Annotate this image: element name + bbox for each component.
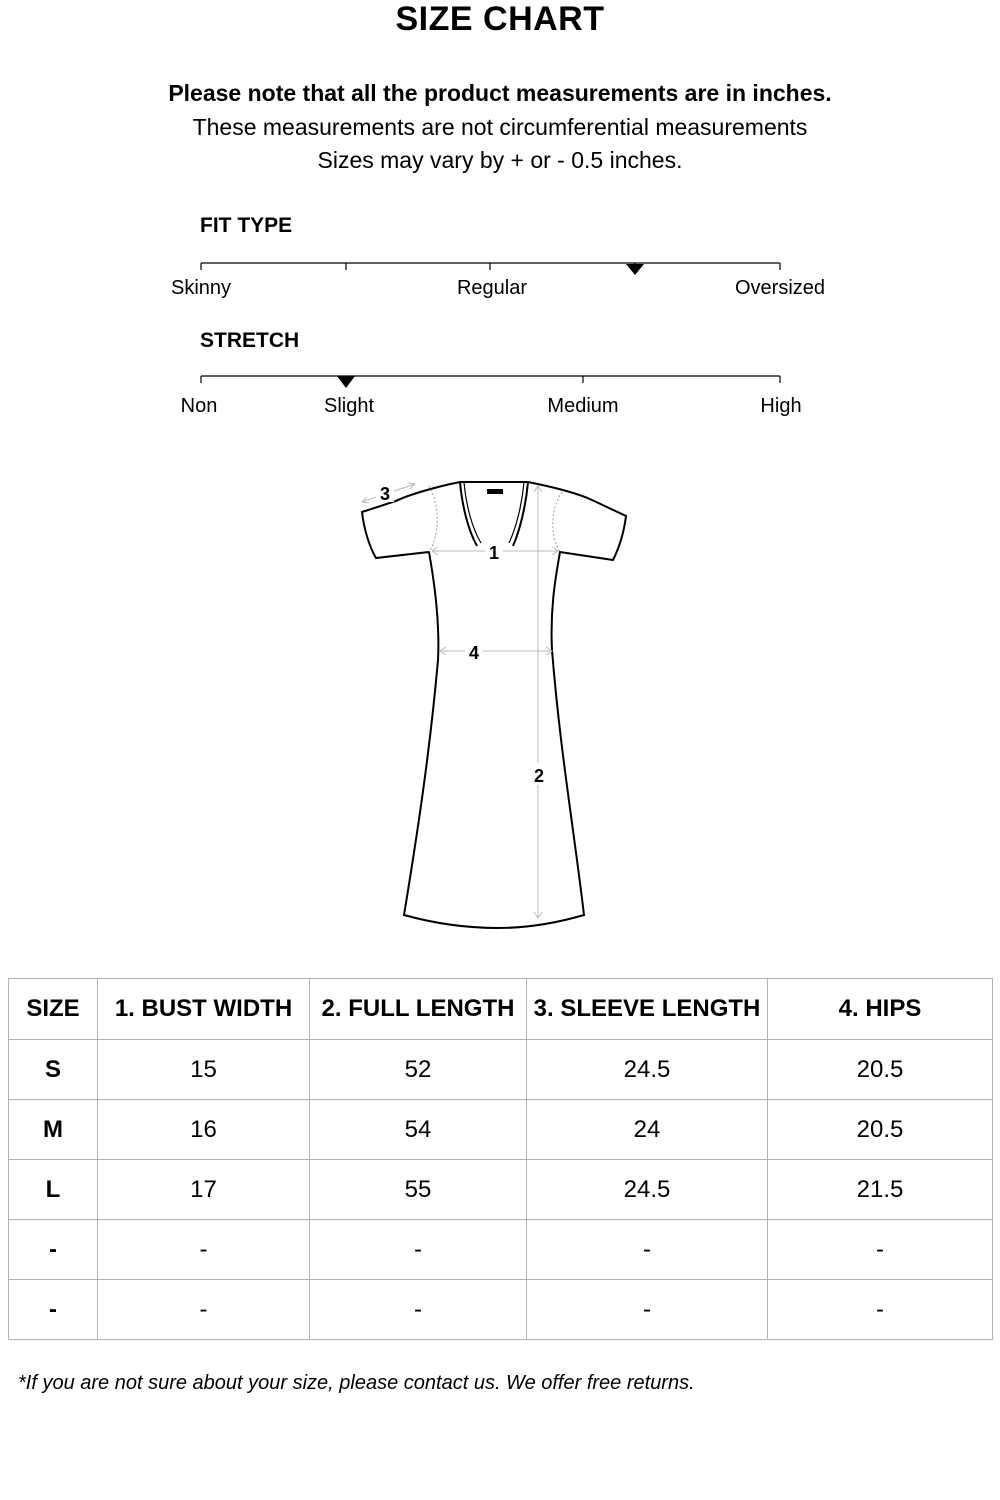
sleeve-length-cell: 24.5 [527,1160,768,1220]
hips-cell: 21.5 [768,1160,993,1220]
sleeve-length-cell: - [527,1220,768,1280]
fit-type-label: FIT TYPE [200,214,293,237]
footnote: *If you are not sure about your size, please contact us. We offer free returns. [18,1372,695,1394]
size-cell: S [9,1040,98,1100]
full-length-cell: - [310,1280,527,1340]
full-length-cell: 55 [310,1160,527,1220]
sleeve-length-cell: 24.5 [527,1040,768,1100]
size-cell: - [9,1220,98,1280]
hips-cell: - [768,1220,993,1280]
header-full-length: 2. FULL LENGTH [310,979,527,1040]
stretch-label: STRETCH [200,329,300,352]
measurement-note-inches: Please note that all the product measurements are in inches. [168,80,832,106]
stretch-tick-medium: Medium [547,395,619,417]
sleeve-marker: 3 [379,484,391,504]
sleeve-length-cell: - [527,1280,768,1340]
neck-label [487,489,503,494]
bust-width-cell: 16 [98,1100,310,1160]
stretch-tick-high: High [760,395,802,417]
size-table [8,978,993,1340]
fit-type-scale [0,250,1000,280]
full-length-cell: - [310,1220,527,1280]
table-row [9,1040,993,1100]
size-cell: - [9,1280,98,1340]
table-row [9,1220,993,1280]
size-cell: M [9,1100,98,1160]
stretch-tick-non: Non [180,395,218,417]
header-hips: 4. HIPS [768,979,993,1040]
full-length-cell: 52 [310,1040,527,1100]
header-sleeve-length: 3. SLEEVE LENGTH [527,979,768,1040]
hips-cell: - [768,1280,993,1340]
fit-type-marker [626,264,644,275]
fit-type-tick-oversized: Oversized [734,277,826,299]
size-cell: L [9,1160,98,1220]
table-row [9,1160,993,1220]
stretch-marker [337,376,355,388]
neckline [460,482,477,546]
bust-marker: 1 [488,543,500,563]
header-size: SIZE [9,979,98,1040]
fit-type-tick-skinny: Skinny [170,277,232,299]
full-length-cell: 54 [310,1100,527,1160]
header-bust-width: 1. BUST WIDTH [98,979,310,1040]
full-length-marker: 2 [533,766,545,786]
table-row [9,1100,993,1160]
table-header-row [9,979,993,1040]
bust-width-cell: - [98,1280,310,1340]
stretch-tick-slight: Slight [323,395,375,417]
stretch-scale [0,363,1000,393]
hips-cell: 20.5 [768,1100,993,1160]
sleeve-length-cell: 24 [527,1100,768,1160]
bust-width-cell: 15 [98,1040,310,1100]
page-title: SIZE CHART [395,0,605,38]
hips-cell: 20.5 [768,1040,993,1100]
bust-width-cell: 17 [98,1160,310,1220]
measurement-note-variance: Sizes may vary by + or - 0.5 inches. [317,147,683,173]
fit-type-tick-regular: Regular [456,277,528,299]
bust-width-cell: - [98,1220,310,1280]
measurement-note-circumference: These measurements are not circumferential measurements [192,114,808,140]
dress-diagram [340,470,640,940]
table-row [9,1280,993,1340]
hips-marker: 4 [468,643,480,663]
